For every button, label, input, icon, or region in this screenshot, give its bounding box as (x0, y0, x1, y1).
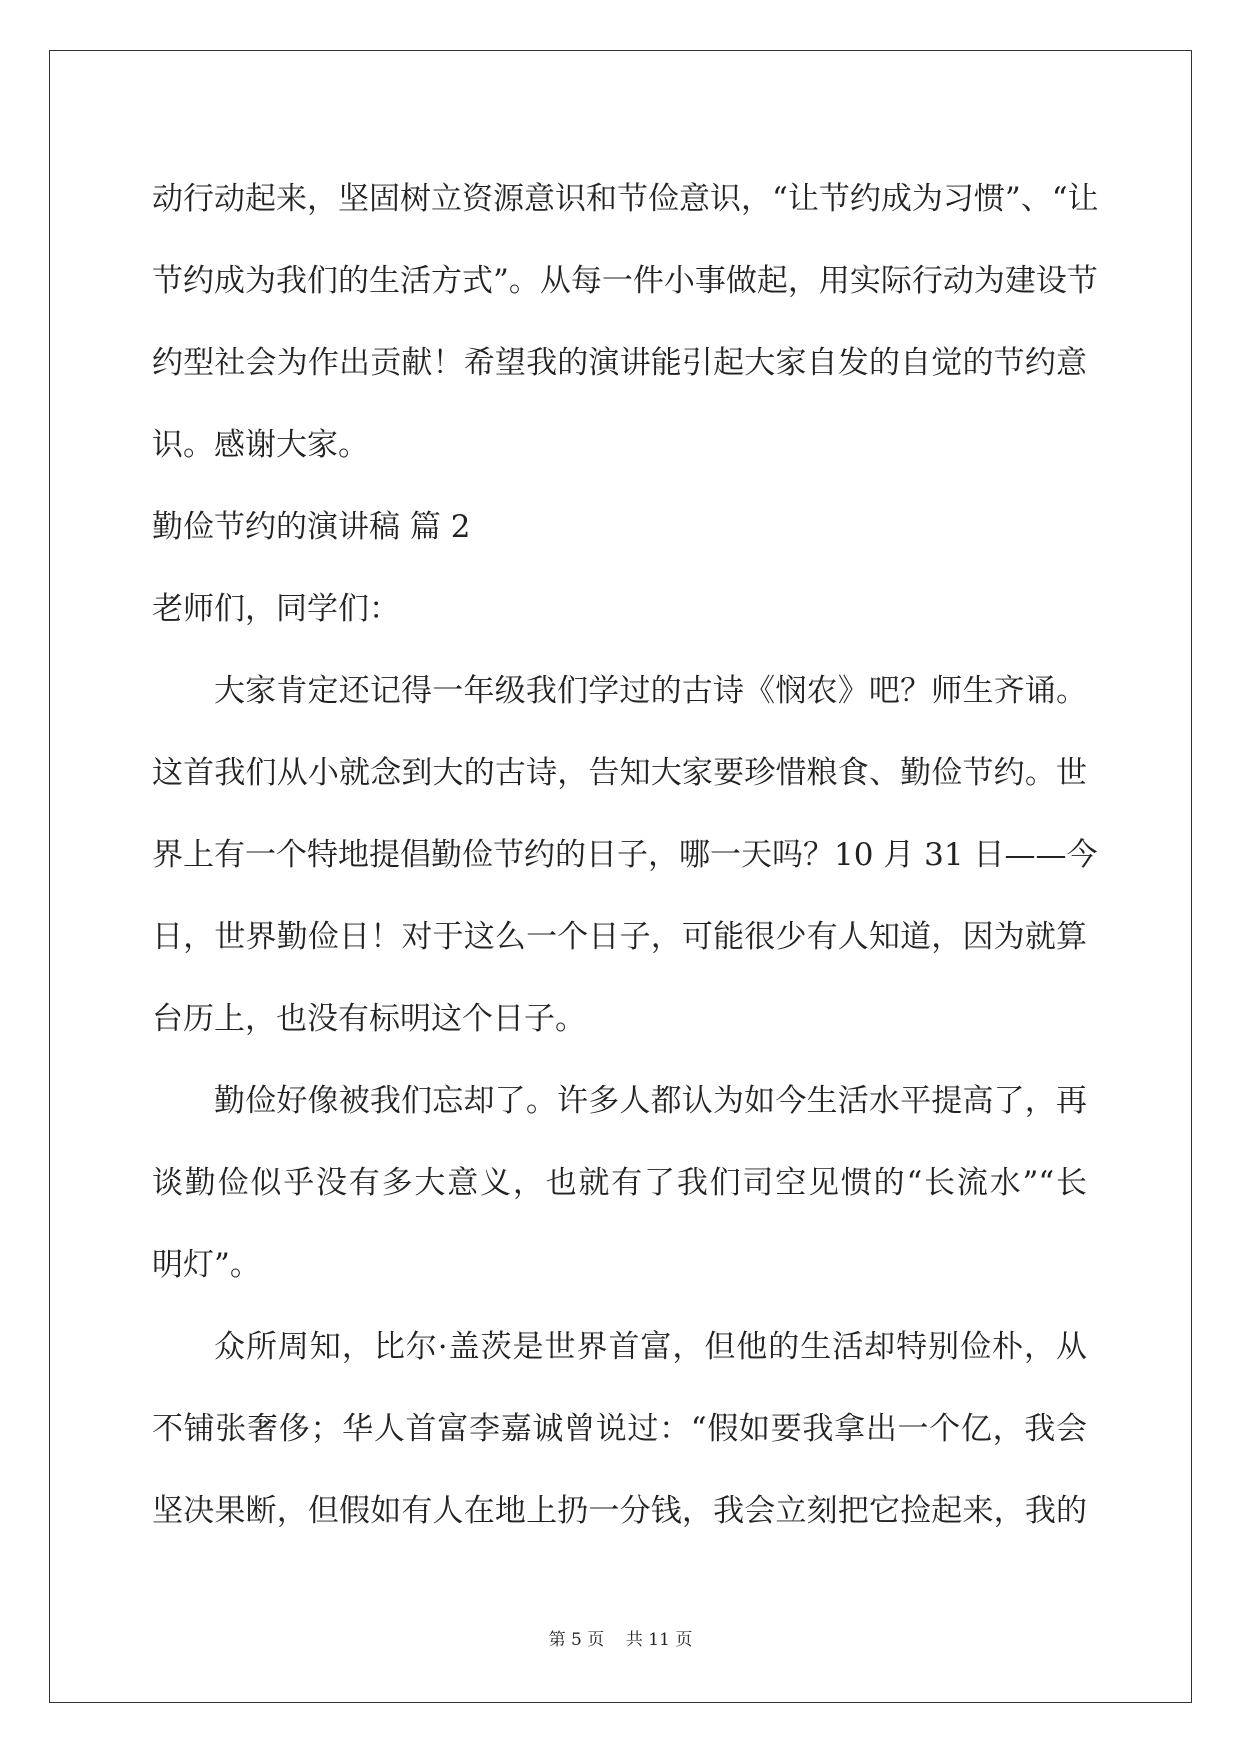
text-line: 动行动起来，坚固树立资源意识和节俭意识，“让节约成为习惯”、“让 (152, 181, 1099, 217)
text-line: 明灯”。 (152, 1247, 261, 1283)
page-total: 共 11 页 (625, 1630, 693, 1650)
text-line: 识。感谢大家。 (152, 427, 369, 463)
text-line: 谈勤俭似乎没有多大意义，也就有了我们司空见惯的“长流水”“长 (152, 1165, 1087, 1201)
page-number: 第 5 页 (548, 1630, 605, 1650)
text-line: 这首我们从小就念到大的古诗，告知大家要珍惜粮食、勤俭节约。世 (152, 755, 1087, 791)
text-line: 不铺张奢侈；华人首富李嘉诚曾说过：“假如要我拿出一个亿，我会 (152, 1411, 1087, 1447)
text-line: 勤俭好像被我们忘却了。许多人都认为如今生活水平提高了，再 (214, 1083, 1087, 1119)
text-line: 约型社会为作出贡献！希望我的演讲能引起大家自发的自觉的节约意 (152, 345, 1087, 381)
text-line: 台历上，也没有标明这个日子。 (152, 1001, 586, 1037)
text-line: 坚决果断，但假如有人在地上扔一分钱，我会立刻把它捡起来，我的 (152, 1493, 1087, 1529)
text-line: 节约成为我们的生活方式”。从每一件小事做起，用实际行动为建设节 (152, 263, 1098, 299)
section-heading: 勤俭节约的演讲稿 篇 2 (152, 509, 471, 545)
page-footer (0, 1625, 1241, 1650)
salutation: 老师们，同学们： (152, 591, 400, 627)
text-line: 界上有一个特地提倡勤俭节约的日子，哪一天吗？10 月 31 日——今 (152, 837, 1098, 873)
text-line: 大家肯定还记得一年级我们学过的古诗《悯农》吧？师生齐诵。 (214, 673, 1087, 709)
text-line: 日，世界勤俭日！对于这么一个日子，可能很少有人知道，因为就算 (152, 919, 1087, 955)
text-line: 众所周知，比尔·盖茨是世界首富，但他的生活却特别俭朴，从 (214, 1329, 1087, 1365)
document-body (152, 158, 1099, 1552)
